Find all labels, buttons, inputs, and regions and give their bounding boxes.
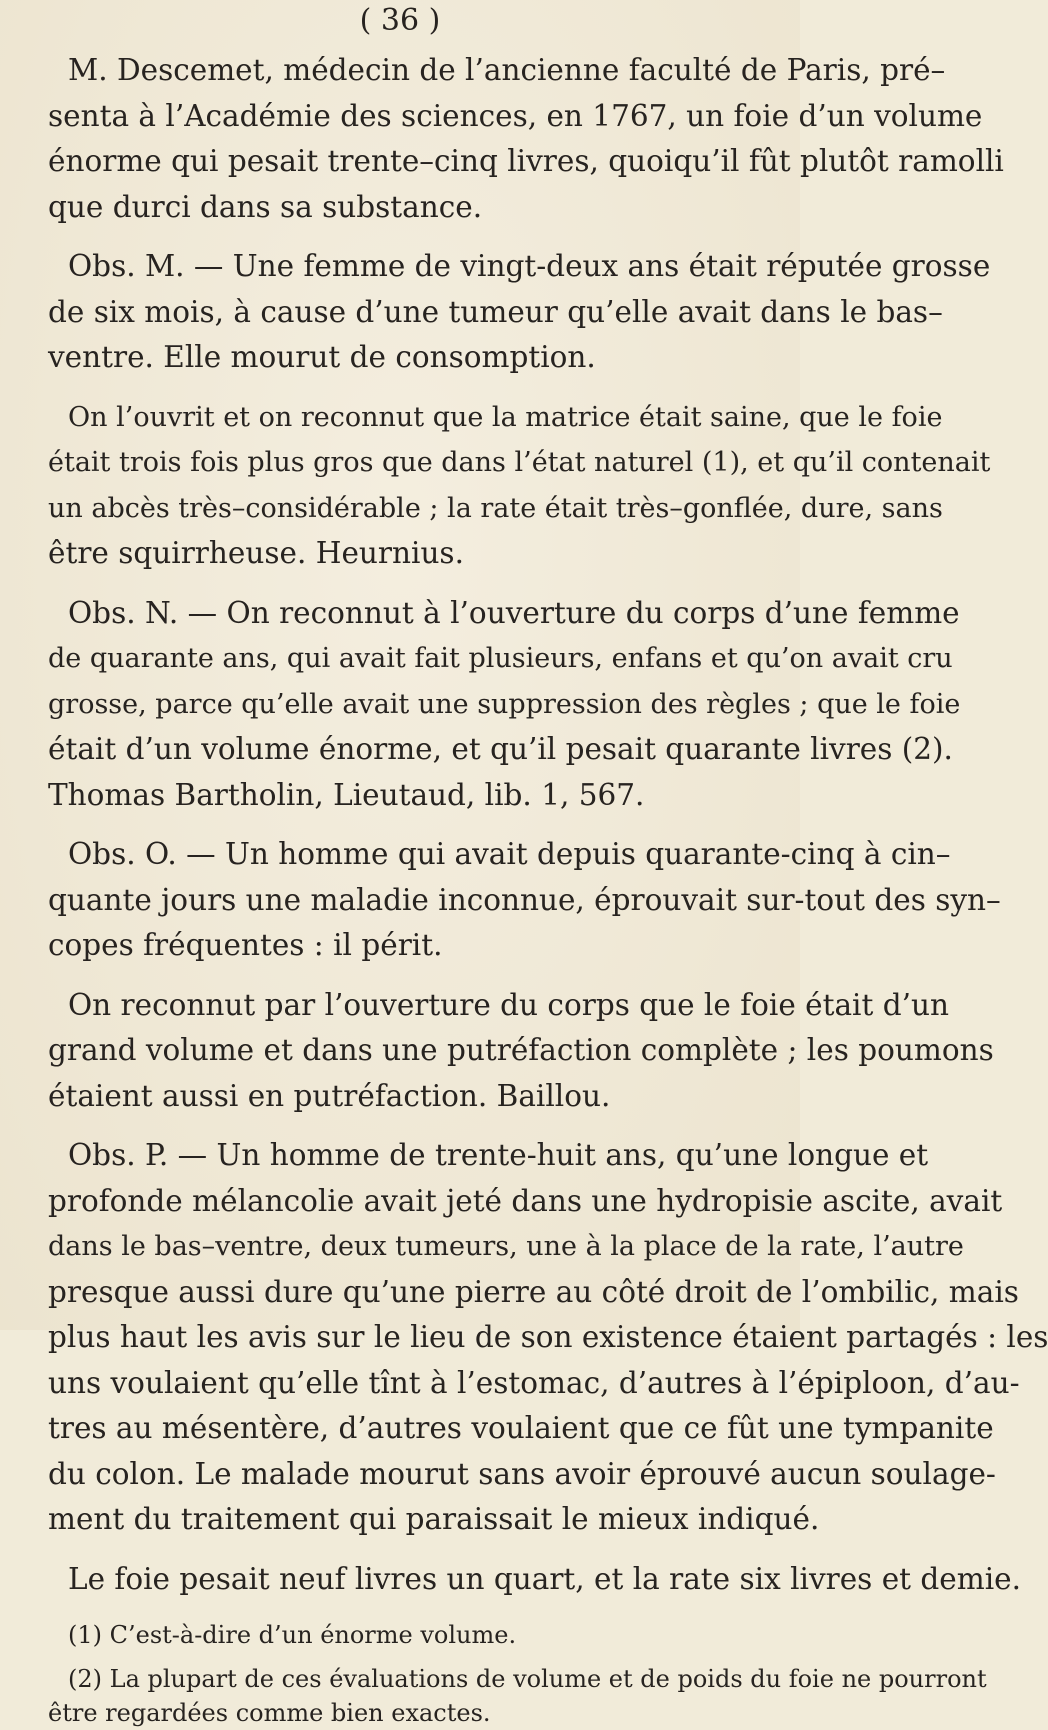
text-line: presque aussi dure qu’une pierre au côté droit de l’ombilic, mais [48, 1274, 1019, 1309]
text-line: être squirrheuse. Heurnius. [48, 536, 464, 570]
page-body [48, 48, 1048, 1730]
text-line: uns voulaient qu’elle tînt à l’estomac, d’autres à l’épiploon, d’au- [48, 1365, 1020, 1400]
text-line: était d’un volume énorme, et qu’il pesait quarante livres (2). [48, 732, 953, 766]
text-line: que durci dans sa substance. [48, 189, 483, 224]
text-line: Obs. O. — Un homme qui avait depuis quarante-cinq à cin– [68, 837, 951, 871]
text-line: de quarante ans, qui avait fait plusieurs, enfans et qu’on avait cru [48, 643, 953, 674]
text-line: un abcès très–considérable ; la rate était très–gonflée, dure, sans [48, 492, 943, 524]
text-line: de six mois, à cause d’une tumeur qu’elle avait dans le bas– [48, 294, 943, 329]
text-line: grand volume et dans une putréfaction complète ; les poumons [48, 1033, 994, 1067]
text-line: Obs. P. — Un homme de trente-huit ans, qu’une longue et [68, 1138, 929, 1172]
footnote: être regardées comme bien exactes. [48, 1699, 491, 1727]
text-line: grosse, parce qu’elle avait une suppression des règles ; que le foie [48, 688, 961, 720]
text-line: profonde mélancolie avait jeté dans une hydropisie ascite, avait [48, 1183, 1003, 1218]
text-line: On reconnut par l’ouverture du corps que le foie était d’un [68, 987, 949, 1022]
text-line: Obs. N. — On reconnut à l’ouverture du corps d’une femme [68, 595, 960, 630]
footnotes [48, 1618, 987, 1730]
text-line: Le foie pesait neuf livres un quart, et la rate six livres et demie. [68, 1561, 1021, 1596]
text-line: dans le bas–ventre, deux tumeurs, une à la place de la rate, l’autre [48, 1231, 964, 1262]
text-line: Thomas Bartholin, Lieutaud, lib. 1, 567. [48, 777, 645, 812]
text-line: Obs. M. — Une femme de vingt-deux ans était réputée grosse [68, 249, 991, 283]
text-line: ment du traitement qui paraissait le mieux indiqué. [48, 1502, 820, 1536]
page-number: ( 36 ) [359, 3, 441, 38]
text-line: plus haut les avis sur le lieu de son existence étaient partagés : les [48, 1320, 1048, 1354]
text-line: énorme qui pesait trente–cinq livres, quoiqu’il fût plutôt ramolli [48, 144, 1004, 178]
text-line: quante jours une maladie inconnue, éprouvait sur-tout des syn– [48, 882, 1001, 917]
footnote: (2) La plupart de ces évaluations de volume et de poids du foie ne pourront [68, 1665, 987, 1693]
text-line: senta à l’Académie des sciences, en 1767, un foie d’un volume [48, 98, 983, 133]
text-line: ventre. Elle mourut de consomption. [48, 340, 596, 374]
text-line: copes fréquentes : il périt. [48, 928, 443, 962]
footnote: (1) C’est-à-dire d’un énorme volume. [68, 1621, 517, 1649]
text-line: du colon. Le malade mourut sans avoir éprouvé aucun soulage- [48, 1456, 996, 1491]
text-line: tres au mésentère, d’autres voulaient que ce fût une tympanite [48, 1411, 994, 1445]
text-line: On l’ouvrit et on reconnut que la matrice était saine, que le foie [68, 401, 943, 433]
text-line: était trois fois plus gros que dans l’état naturel (1), et qu’il contenait [48, 447, 991, 478]
text-line: étaient aussi en putréfaction. Baillou. [48, 1078, 611, 1113]
text-line: M. Descemet, médecin de l’ancienne faculté de Paris, pré– [68, 53, 946, 87]
